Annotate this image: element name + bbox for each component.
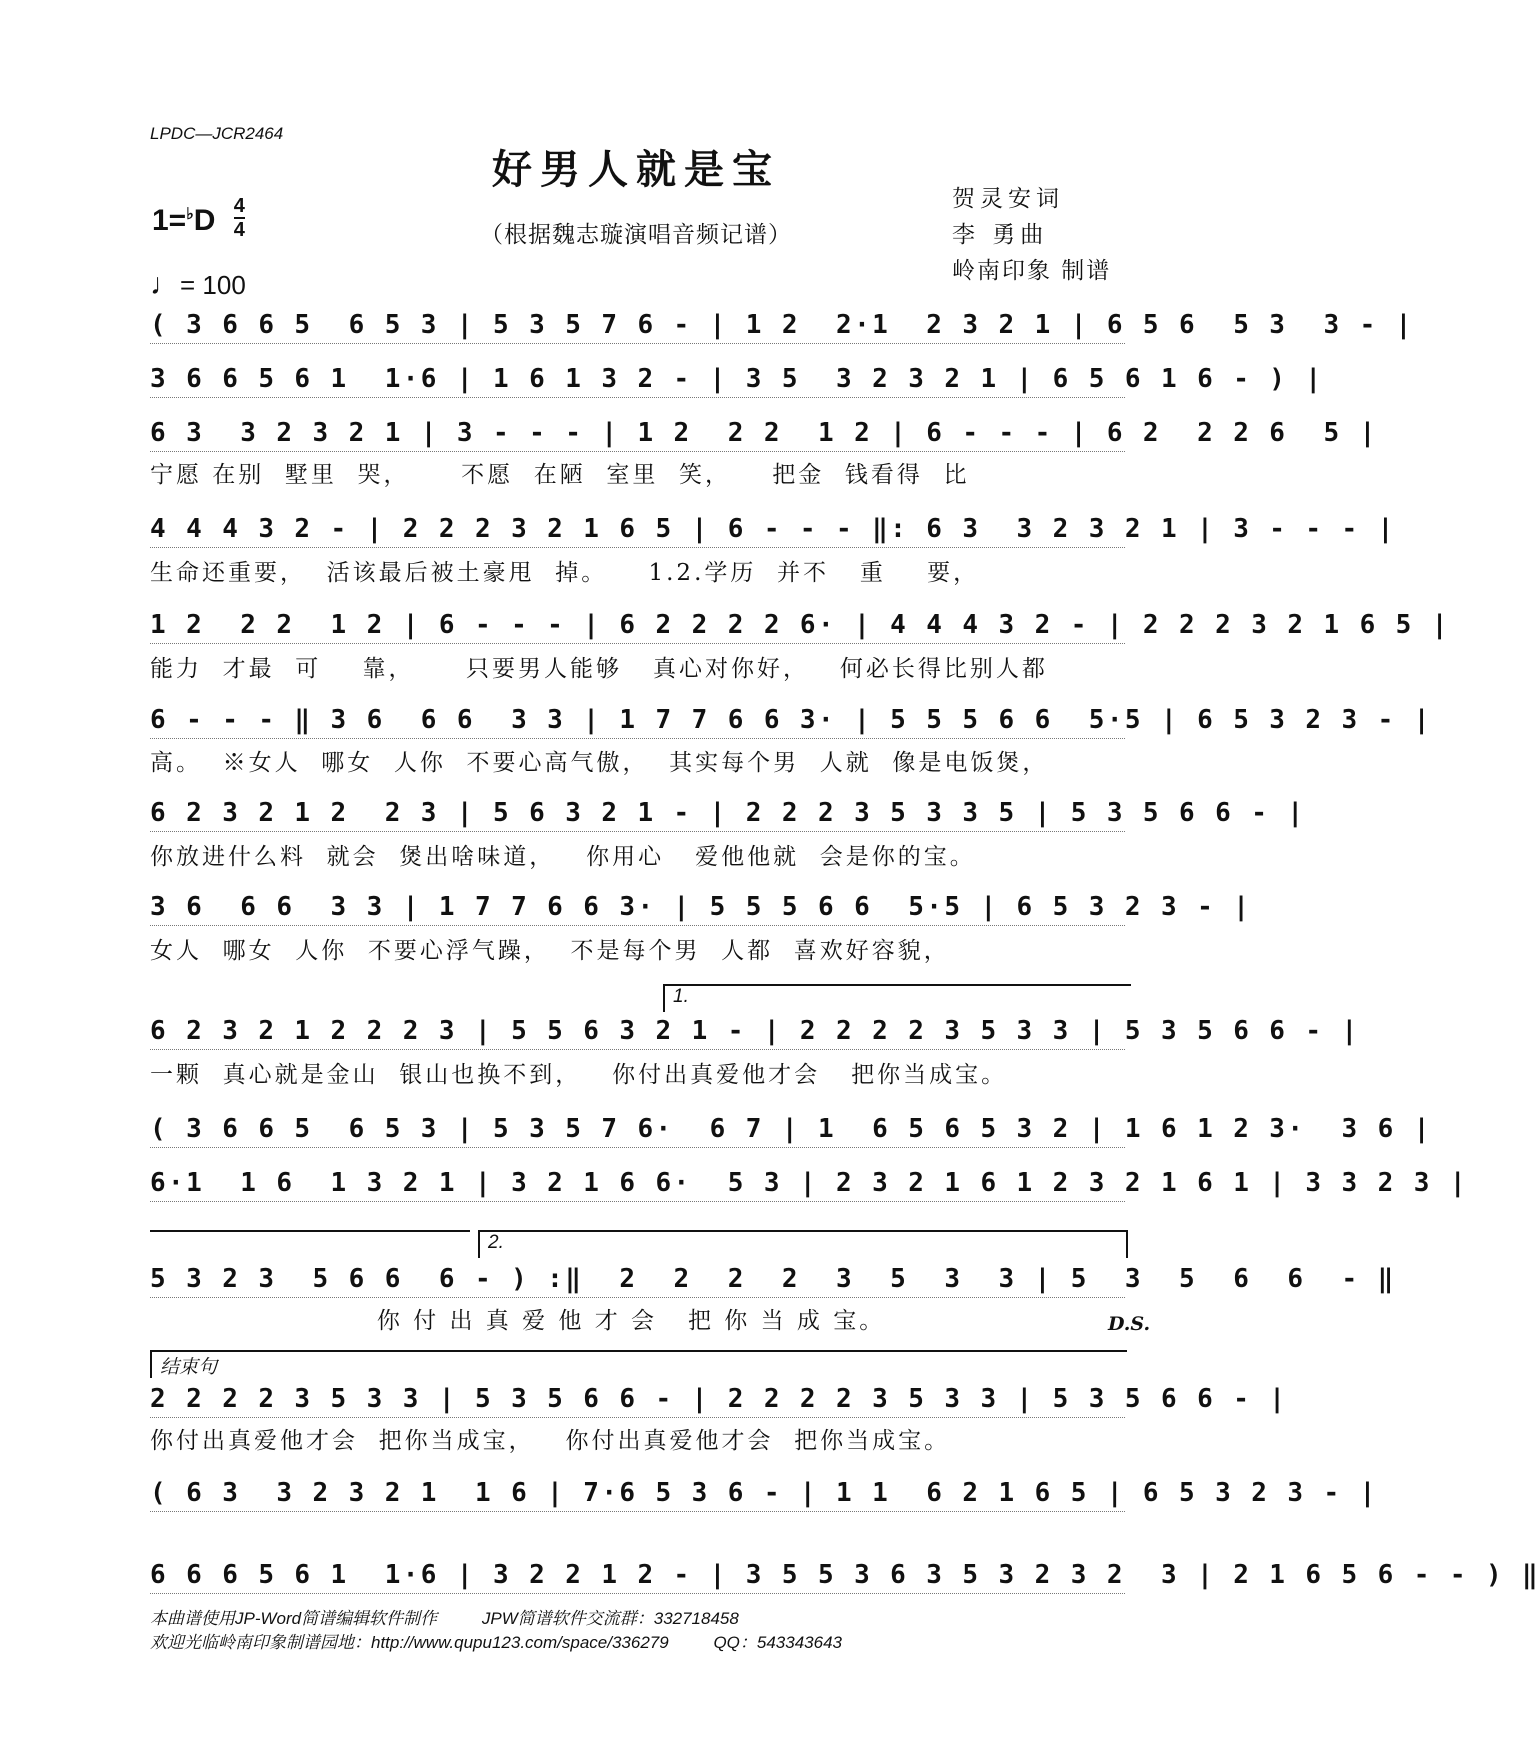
footer-website[interactable]: 欢迎光临岭南印象制谱园地：http://www.qupu123.com/space/336279 (150, 1633, 669, 1652)
notation-row: ( 3 6 6 5 6 5 3 | 5 3 5 7 6· 6 7 | 1 6 5 6 5 3 2 | 1 6 1 2 3· 3 6 | (150, 1106, 1125, 1154)
key-label: 1= (152, 203, 187, 237)
notation-row: 6 6 6 5 6 1 1·6 | 3 2 2 1 2 - | 3 5 5 3 6 3 5 3 2 3 2 3 | 2 1 6 5 6 - - ) ‖ (150, 1552, 1125, 1600)
tempo-marking (150, 268, 246, 302)
notation-row: 6 - - - ‖ 3 6 6 6 3 3 | 1 7 7 6 6 3· | 5 5 5 6 6 5·5 | 6 5 3 2 3 - | (150, 697, 1125, 745)
meter-top: 4 (233, 195, 245, 217)
coda-label: 结束句 (160, 1357, 218, 1378)
volta-1-label: 1. (673, 986, 689, 1007)
lyric-row: 女人 哪女 人你 不要心浮气躁， 不是每个男 人都 喜欢好容貌， (150, 938, 950, 964)
volta-1-end (150, 1230, 470, 1258)
lyric-row: 一颗 真心就是金山 银山也换不到， 你付出真爱他才会 把你当成宝。 (150, 1062, 1008, 1088)
page-title: 好男人就是宝 (492, 146, 780, 193)
lyric-row: 宁愿 在别 墅里 哭， 不愿 在陋 室里 笑， 把金 钱看得 比 (150, 462, 970, 488)
lyric-row: 你付出真爱他才会 把你当成宝， 你付出真爱他才会 把你当成宝。 (150, 1428, 951, 1454)
notation-row: 2 2 2 2 3 5 3 3 | 5 3 5 6 6 - | 2 2 2 2 3 5 3 3 | 5 3 5 6 6 - | (150, 1376, 1125, 1424)
notation-row: 6 3 3 2 3 2 1 | 3 - - - | 1 2 2 2 1 2 | 6 - - - | 6 2 2 2 6 5 | (150, 410, 1125, 458)
key-tonic: D (193, 203, 216, 237)
notation-row: 1 2 2 2 1 2 | 6 - - - | 6 2 2 2 2 6· | 4 4 4 3 2 - | 2 2 2 3 2 1 6 5 | (150, 602, 1125, 650)
quarter-note-icon: ♩ (150, 268, 180, 301)
tempo-value: = 100 (180, 270, 246, 300)
coda-bracket (150, 1350, 1127, 1378)
lyric-row: 你放进什么料 就会 煲出啥味道， 你用心 爱他他就 会是你的宝。 (150, 844, 976, 870)
composer-credit: 李 勇曲 (952, 222, 1049, 248)
lyric-row: 高。 ※女人 哪女 人你 不要心高气傲， 其实每个男 人就 像是电饭煲， (150, 750, 1049, 776)
meter-bottom: 4 (233, 219, 245, 241)
volta-2 (478, 1230, 1128, 1258)
notation-row: 6·1 1 6 1 3 2 1 | 3 2 1 6 6· 5 3 | 2 3 2 1 6 1 2 3 2 1 6 1 | 3 3 2 3 | (150, 1160, 1125, 1208)
notation-row: 3 6 6 6 3 3 | 1 7 7 6 6 3· | 5 5 5 6 6 5·5 | 6 5 3 2 3 - | (150, 884, 1125, 932)
notation-row: 6 2 3 2 1 2 2 2 3 | 5 5 6 3 2 1 - | 2 2 2 2 3 5 3 3 | 5 3 5 6 6 - | (150, 1008, 1125, 1056)
notation-row: 6 2 3 2 1 2 2 3 | 5 6 3 2 1 - | 2 2 2 3 5 3 3 5 | 5 3 5 6 6 - | (150, 790, 1125, 838)
arranger-credit: 岭南印象 制谱 (952, 258, 1112, 284)
notation-row: ( 3 6 6 5 6 5 3 | 5 3 5 7 6 - | 1 2 2·1 2 3 2 1 | 6 5 6 5 3 3 - | (150, 302, 1125, 350)
footer-line-1 (150, 1604, 739, 1629)
dal-segno-mark: D.S. (1108, 1313, 1151, 1335)
notation-row: 4 4 4 3 2 - | 2 2 2 3 2 1 6 5 | 6 - - - ‖: 6 3 3 2 3 2 1 | 3 - - - | (150, 506, 1125, 554)
notation-row: 5 3 2 3 5 6 6 6 - ) :‖ 2 2 2 2 3 5 3 3 | 5 3 5 6 6 - ‖ (150, 1256, 1125, 1304)
footer-line-2 (150, 1628, 842, 1653)
notation-row: 3 6 6 5 6 1 1·6 | 1 6 1 3 2 - | 3 5 3 2 3 2 1 | 6 5 6 1 6 - ) | (150, 356, 1125, 404)
footer-qq: QQ：543343643 (713, 1633, 842, 1652)
footer-group: JPW简谱软件交流群：332718458 (481, 1609, 739, 1628)
time-signature (234, 196, 245, 240)
lyric-row: 你 付 出 真 爱 他 才 会 把 你 当 成 宝。 (150, 1308, 886, 1334)
lyricist-credit: 贺灵安词 (952, 186, 1064, 212)
volta-2-label: 2. (488, 1232, 504, 1253)
key-signature (152, 195, 245, 244)
notation-row: ( 6 3 3 2 3 2 1 1 6 | 7·6 5 3 6 - | 1 1 6 2 1 6 5 | 6 5 3 2 3 - | (150, 1470, 1125, 1518)
subtitle: （根据魏志璇演唱音频记谱） (480, 222, 792, 248)
footer-software: 本曲谱使用JP-Word简谱编辑软件制作 (150, 1609, 438, 1628)
lyric-row: 能力 才最 可 靠， 只要男人能够 真心对你好， 何必长得比别人都 (150, 656, 1048, 682)
lyric-row: 生命还重要， 活该最后被土豪甩 掉。 1.2.学历 并不 重 要， (150, 560, 980, 586)
flat-sign: ♭ (186, 205, 194, 223)
score-code: LPDC—JCR2464 (150, 124, 284, 143)
